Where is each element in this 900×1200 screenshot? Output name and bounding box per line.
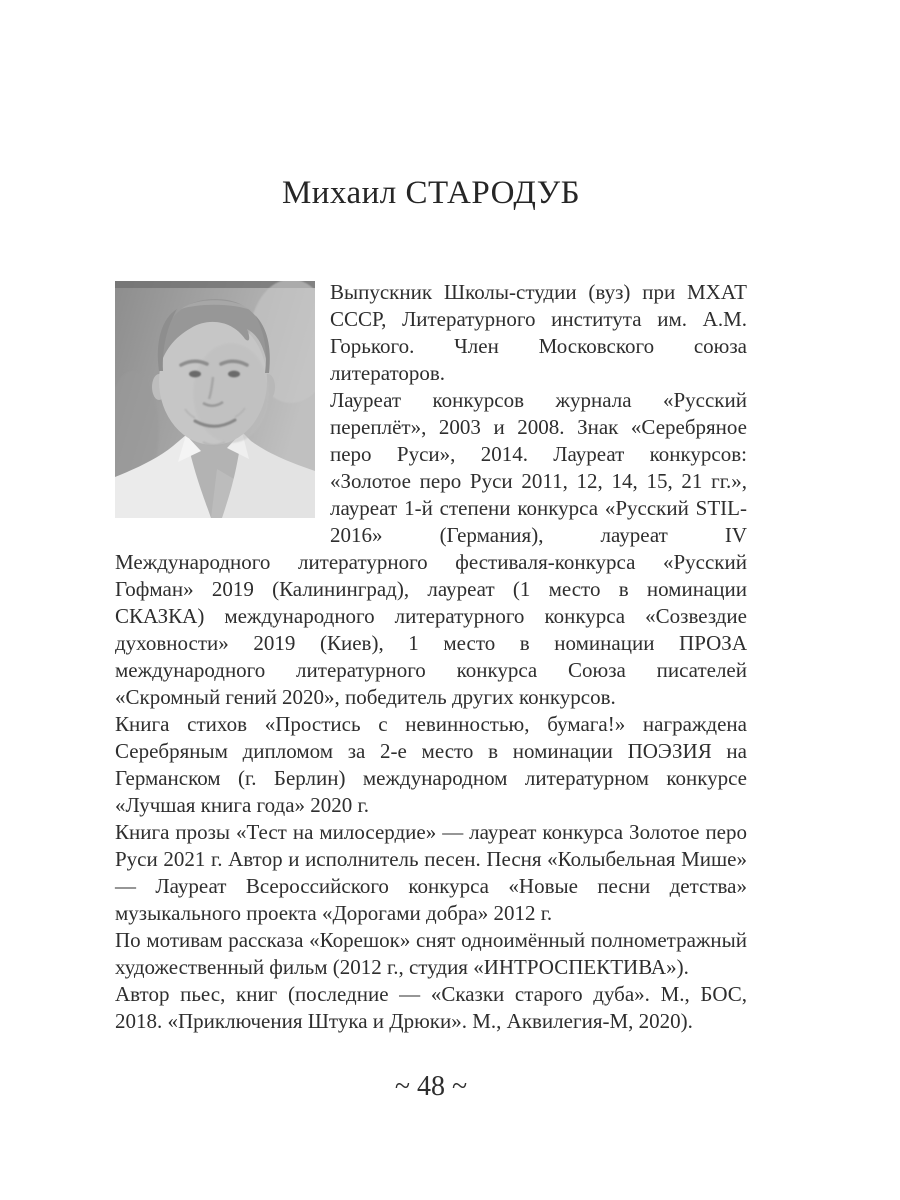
bio-paragraph: Лауреат конкурсов журнала «Русский переплёт», 2003 и 2008. Знак «Серебряное перо Руси», 2014. Лауреат конкурсов: «Золотое перо Руси 2011, 12, 14, 15, 21 гг.», лауреат 1-й степени конкурса «Русский STIL-2016» (Германия), лауреат IV Международного литературного фестиваля-конкурса «Русский Гофман» 2019 (Калининград), лауреат (1 место в номинации СКАЗКА) международного литературного конкурса «Созвездие духовности» 2019 (Киев), 1 место в номинации ПРОЗА международного литературного конкурса Союза писателей «Скромный гений 2020», победитель других конкурсов. <box>115 388 747 709</box>
author-portrait-image <box>115 281 315 518</box>
page-title: Михаил СТАРОДУБ <box>281 175 581 211</box>
bio-paragraph: Книга стихов «Простись с невинностью, бумага!» награждена Серебряным дипломом за 2-е место в номинации ПОЭЗИЯ на Германском (г. Берлин) международном литературном конкурсе «Лучшая книга года» 2020 г. <box>115 712 747 817</box>
bio-paragraph: Выпускник Школы-студии (вуз) при МХАТ СССР, Литературного института им. А.М. Горького. Член Московского союза литераторов. <box>330 280 747 385</box>
bio-paragraph: По мотивам рассказа «Корешок» снят одноимённый полнометражный художественный фильм (2012 г., студия «ИНТРОСПЕКТИВА»). <box>115 928 747 979</box>
page-number: ~ 48 ~ <box>394 1071 468 1102</box>
bio-paragraph: Автор пьес, книг (последние — «Сказки старого дуба». М., БОС, 2018. «Приключения Штука и Дрюки». М., Аквилегия-М, 2020). <box>115 982 747 1033</box>
bio-text <box>115 279 747 1035</box>
bio-paragraph: Книга прозы «Тест на милосердие» — лауреат конкурса Золотое перо Руси 2021 г. Автор и исполнитель песен. Песня «Колыбельная Мише» — Лауреат Всероссийского конкурса «Новые песни детства» музыкального проекта «Дорогами добра» 2012 г. <box>115 820 747 925</box>
author-portrait-photo <box>115 281 315 518</box>
